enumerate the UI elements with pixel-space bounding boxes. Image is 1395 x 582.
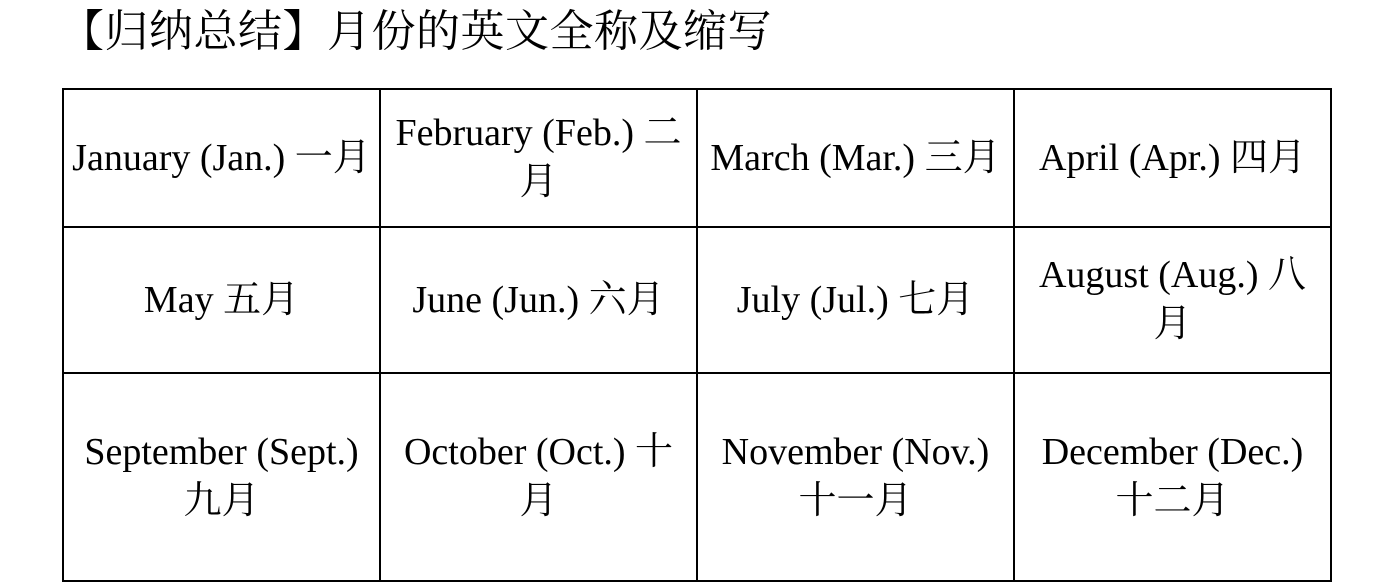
cell-text: May 五月 bbox=[143, 278, 300, 321]
table-cell-july bbox=[697, 227, 1014, 373]
table-row bbox=[63, 373, 1331, 581]
table-cell-december bbox=[1014, 373, 1331, 581]
table-cell-april bbox=[1014, 89, 1331, 227]
table-cell-may bbox=[63, 227, 380, 373]
table-cell-february bbox=[380, 89, 697, 227]
cell-text: March (Mar.) 三月 bbox=[710, 136, 1001, 179]
cell-text: September (Sept.) 九月 bbox=[84, 431, 359, 522]
cell-text: January (Jan.) 一月 bbox=[72, 136, 371, 179]
cell-text: October (Oct.) 十月 bbox=[403, 431, 674, 522]
table-cell-october bbox=[380, 373, 697, 581]
cell-text: December (Dec.) 十二月 bbox=[1041, 431, 1304, 522]
months-table bbox=[62, 88, 1332, 582]
table-row bbox=[63, 227, 1331, 373]
cell-text: August (Aug.) 八月 bbox=[1038, 254, 1307, 345]
cell-text: July (Jul.) 七月 bbox=[736, 278, 975, 321]
table-cell-january bbox=[63, 89, 380, 227]
table-row bbox=[63, 89, 1331, 227]
table-cell-september bbox=[63, 373, 380, 581]
table-cell-march bbox=[697, 89, 1014, 227]
table-cell-august bbox=[1014, 227, 1331, 373]
cell-text: November (Nov.) 十一月 bbox=[721, 431, 990, 522]
cell-text: June (Jun.) 六月 bbox=[412, 278, 665, 321]
table-cell-november bbox=[697, 373, 1014, 581]
cell-text: February (Feb.) 二月 bbox=[395, 112, 682, 203]
cell-text: April (Apr.) 四月 bbox=[1038, 136, 1307, 179]
page-title: 【归纳总结】月份的英文全称及缩写 bbox=[60, 7, 772, 56]
table-cell-june bbox=[380, 227, 697, 373]
